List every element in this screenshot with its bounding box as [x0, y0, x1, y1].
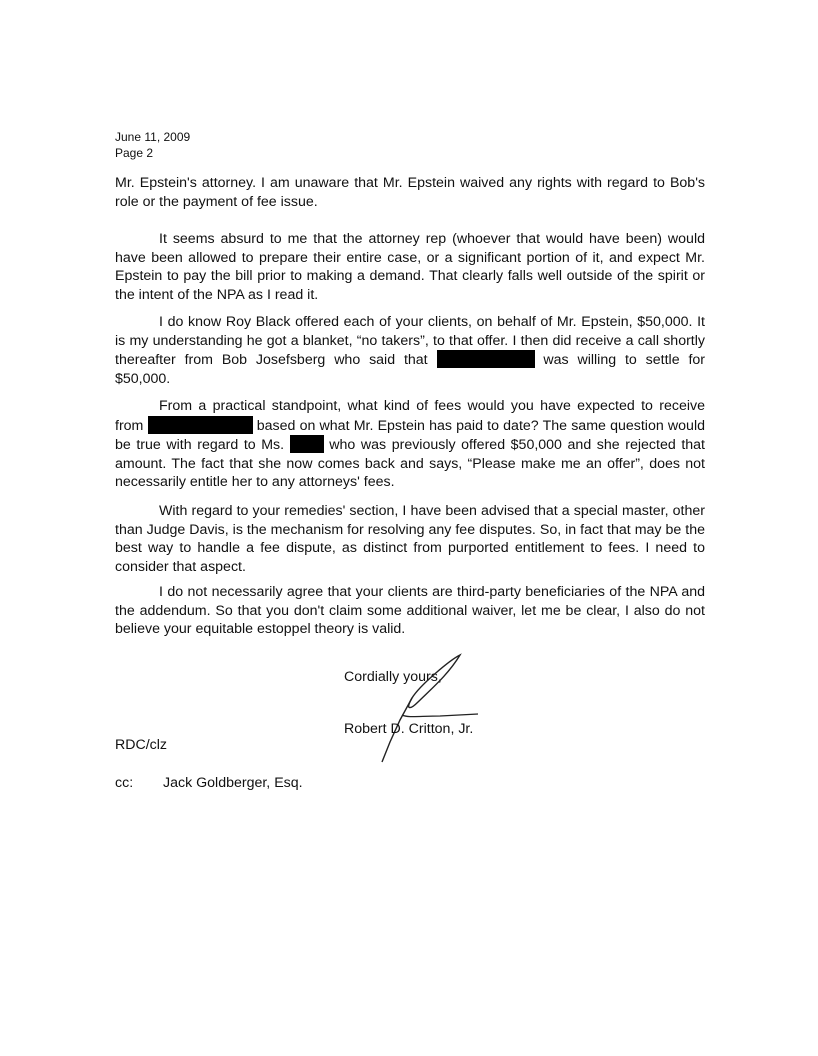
paragraph-1 [115, 174, 705, 211]
paragraph-4-part-b: based on what Mr. Epstein has paid to date? The same question would be true with regard to Ms. [115, 417, 705, 454]
paragraph-6 [115, 583, 705, 639]
paragraph-4 [115, 397, 705, 492]
handwritten-signature [360, 650, 480, 770]
paragraph-3-part-a: I do know Roy Black offered each of your clients, on behalf of Mr. Epstein, $50,000. It is my understanding he got a blanket, “no takers”, to that offer. I then did receive a call shortly thereafter from Bob Josefsberg who said that [115, 314, 705, 369]
paragraph-2-text: It seems absurd to me that the attorney rep (whoever that would have been) would have been allowed to prepare their entire case, or a significant portion of it, and expect Mr. Epstein to pay the bill prior to making a demand. That clearly falls well outside of the spirit or the intent of the NPA as I read it. [115, 231, 705, 303]
paragraph-5-text: With regard to your remedies' section, I have been advised that a special master, other than Judge Davis, is the mechanism for resolving any fee disputes. So, in fact that may be the best way to handle a fee dispute, as distinct from purported entitlement to fees. I need to consider that aspect. [115, 503, 705, 575]
letter-header [115, 129, 190, 161]
paragraph-6-text: I do not necessarily agree that your clients are third-party beneficiaries of the NPA and the addendum. So that you don't claim some additional waiver, let me be clear, I also do not believe your equitable estoppel theory is valid. [115, 584, 705, 638]
paragraph-1-text: Mr. Epstein's attorney. I am unaware that Mr. Epstein waived any rights with regard to Bob's role or the payment of fee issue. [115, 175, 705, 210]
paragraph-4-part-c: who was previously offered $50,000 and she rejected that amount. The fact that she now comes back and says, “Please make me an offer”, does not necessarily entitle her to any attorneys' fees. [115, 437, 705, 491]
cc-line [115, 775, 303, 791]
cc-recipient: Jack Goldberger, Esq. [163, 775, 303, 791]
signer-name: Robert D. Critton, Jr. [344, 721, 474, 737]
paragraph-3-part-b: was willing to settle for $50,000. [115, 352, 705, 387]
paragraph-5 [115, 502, 705, 576]
cc-label: cc: [115, 775, 134, 791]
paragraph-3 [115, 313, 705, 388]
paragraph-4-text [115, 397, 705, 492]
page-number: Page 2 [115, 146, 154, 160]
paragraph-2 [115, 230, 705, 304]
paragraph-4-part-a: From a practical standpoint, what kind of fees would you have expected to receive from [115, 398, 705, 434]
closing-salutation: Cordially yours, [344, 669, 442, 685]
typist-initials: RDC/clz [115, 737, 168, 753]
redaction-box [290, 435, 324, 453]
redaction-box [437, 350, 535, 368]
letter-date: June 11, 2009 [115, 130, 191, 144]
redaction-box [148, 416, 253, 434]
paragraph-3-text [115, 313, 705, 388]
